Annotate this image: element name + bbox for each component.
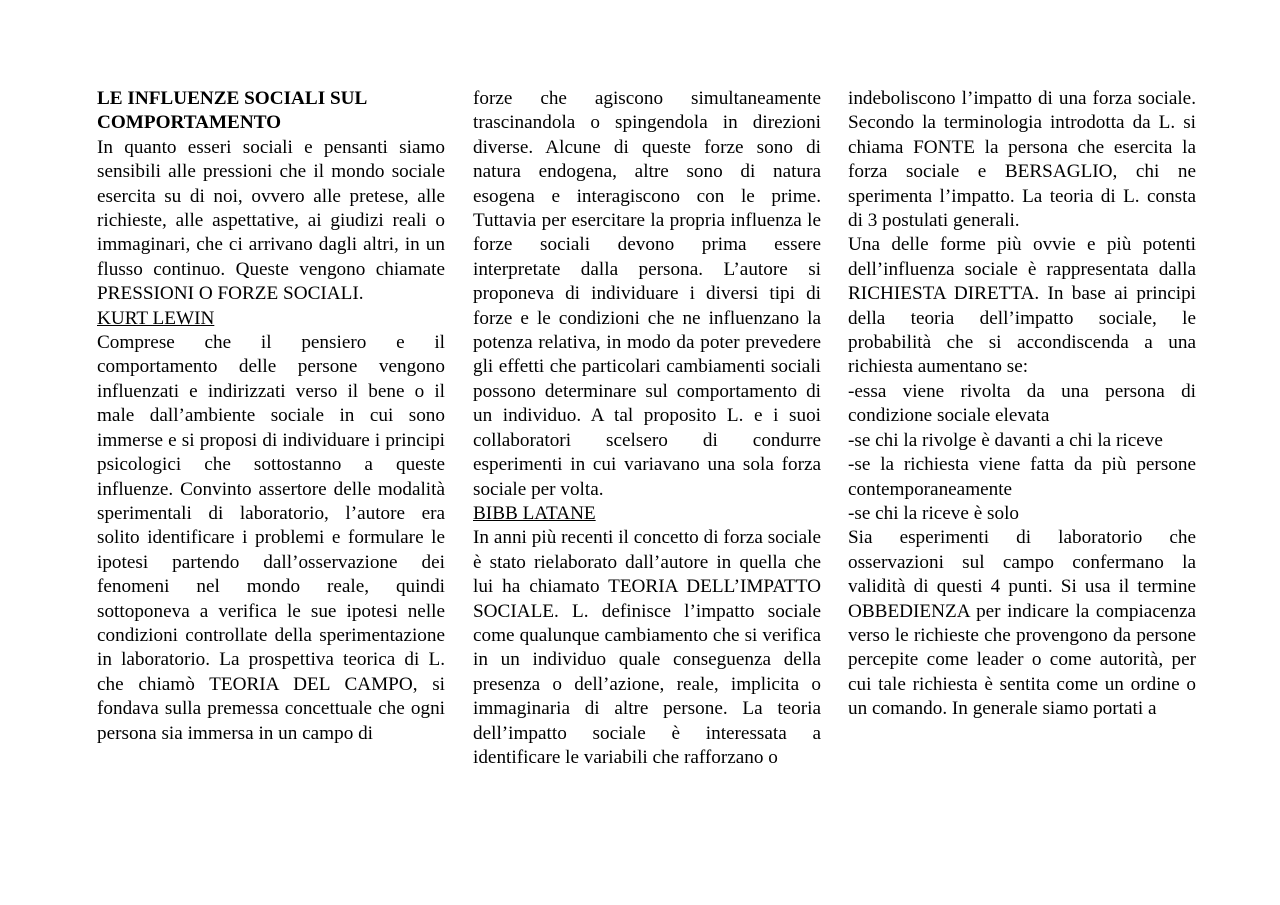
lewin-paragraph-continued: forze che agiscono simultaneamente trascinandola o spingendola in direzioni diverse. Alcune di queste forze sono di natura endogena, altre sono di natura esogena e interagiscono con le prime. Tuttavia per esercitare la propria influenza le forze sociali devono prima essere interpretate dalla persona. L’autore si proponeva di individuare i diversi tipi di forze e le condizioni che ne influenzano la potenza relativa, in modo da poter prevedere gli effetti che particolari cambiamenti sociali possono determinare sul comportamento di un individuo. A tal proposito L. e i suoi collaboratori scelsero di condurre esperimenti in cui variavano una sola forza sociale per volta.: [473, 88, 821, 500]
list-item: -se la richiesta viene fatta da più persone contemporaneamente: [848, 454, 1196, 500]
document-title: LE INFLUENZE SOCIALI SUL COMPORTAMENTO: [97, 88, 367, 134]
lewin-paragraph: Comprese che il pensiero e il comportamento delle persone vengono influenzati e indirizzati verso il bene o il male dall’ambiente sociale in cui sono immerse e si proposi di individuare i principi psicologici che sottostanno a queste influenze. Convinto assertore delle modalità sperimentali di laboratorio, l’autore era solito identificare i problemi e formulare le ipotesi partendo dall’osservazione dei fenomeni nel mondo reale, quindi sottoponeva a verifica le sue ipotesi nelle condizioni controllate della sperimentazione in laboratorio. La prospettiva teorica di L. che chiamò TEORIA DEL CAMPO, si fondava sulla premessa concettuale che ogni persona sia immersa in un campo di: [97, 332, 445, 744]
text-column-3: [848, 87, 1196, 722]
latane-paragraph-continued: indeboliscono l’impatto di una forza sociale. Secondo la terminologia introdotta da L. si chiama FONTE la persona che esercita la forza sociale e BERSAGLIO, chi ne sperimenta l’impatto. La teoria di L. consta di 3 postulati generali.: [848, 88, 1196, 232]
section-heading-lewin: KURT LEWIN: [97, 307, 215, 329]
latane-paragraph: In anni più recenti il concetto di forza sociale è stato rielaborato dall’autore in quella che lui ha chiamato TEORIA DELL’IMPATTO SOCIALE. L. definisce l’impatto sociale come qualunque cambiamento che si verifica in un individuo quale conseguenza della presenza o dell’azione, reale, implicita o immaginaria di altre persone. La teoria dell’impatto sociale è interessata a identificare le variabili che rafforzano o: [473, 527, 821, 768]
text-column-1: [97, 87, 445, 746]
intro-paragraph: In quanto esseri sociali e pensanti siamo sensibili alle pressioni che il mondo sociale esercita su di noi, ovvero alle pretese, alle richieste, alle aspettative, ai giudizi reali o immaginari, che ci arrivano dagli altri, in un flusso continuo. Queste vengono chiamate PRESSIONI O FORZE SOCIALI.: [97, 136, 445, 305]
section-heading-latane: BIBB LATANE: [473, 502, 596, 524]
list-item: -se chi la riceve è solo: [848, 502, 1020, 524]
conditions-list: [848, 380, 1196, 526]
list-item: -essa viene rivolta da una persona di condizione sociale elevata: [848, 380, 1196, 427]
obbedienza-paragraph: Sia esperimenti di laboratorio che osservazioni sul campo confermano la validità di questi 4 punti. Si usa il termine OBBEDIENZA per indicare la compiacenza verso le richieste che provengono da persone percepite come leader o come autorità, per cui tale richiesta è sentita come un ordine o un comando. In generale siamo portati a: [848, 527, 1196, 720]
richiesta-paragraph: Una delle forme più ovvie e più potenti dell’influenza sociale è rappresentata dalla RICHIESTA DIRETTA. In base ai principi della teoria dell’impatto sociale, le probabilità che si accondiscenda a una richiesta aumentano se:: [848, 234, 1196, 378]
text-column-2: [473, 87, 821, 770]
list-item: -se chi la rivolge è davanti a chi la riceve: [848, 429, 1163, 451]
